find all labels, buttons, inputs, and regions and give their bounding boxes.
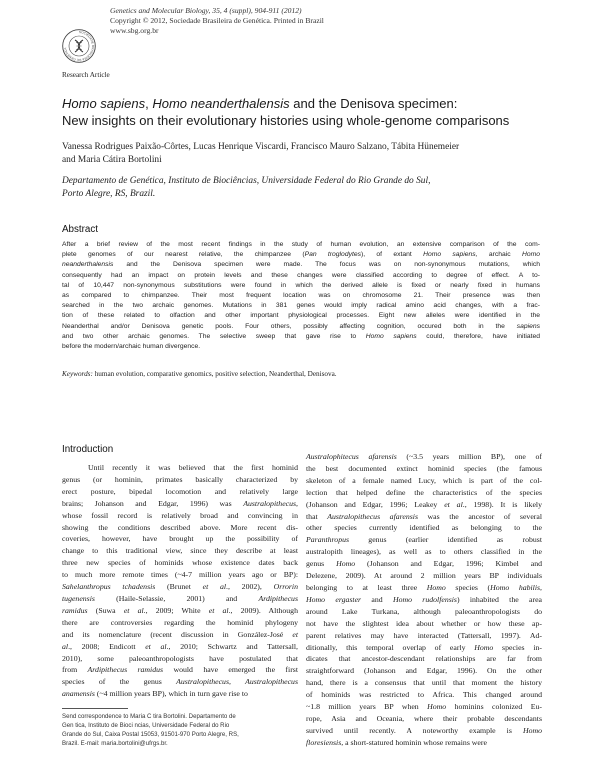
intro-col1-line bbox=[62, 688, 298, 700]
text-run: ~1.8 million years BP when bbox=[306, 702, 428, 712]
intro-col2-line bbox=[306, 737, 542, 749]
intro-col2-line bbox=[306, 487, 542, 499]
intro-col1-line bbox=[62, 474, 298, 486]
italic-term: Homo rudolfensis bbox=[392, 594, 457, 604]
text-run: species ( bbox=[445, 582, 491, 592]
correspondence-footnote bbox=[62, 712, 298, 748]
text-run: species in- bbox=[493, 642, 542, 652]
text-run: ditionally, this temporal overlap of early bbox=[306, 642, 475, 652]
italic-term: Sahelanthropus tchadensis bbox=[62, 582, 156, 592]
text-run: survived until recently. A noteworthy example is bbox=[306, 725, 523, 735]
article-title bbox=[62, 96, 562, 129]
intro-col1-line bbox=[62, 617, 298, 629]
correspondence-line-4: Brazil. E-mail: maria.bortolini@ufrgs.br. bbox=[62, 740, 168, 748]
italic-term: Homo sapiens, bbox=[423, 251, 478, 259]
intro-col2-line bbox=[306, 451, 542, 463]
sbg-society-seal-icon bbox=[62, 29, 96, 63]
intro-col1-line bbox=[62, 629, 298, 641]
italic-term: et al bbox=[145, 641, 167, 651]
text-run: there are controversies regarding the hominid phylogeny bbox=[62, 617, 298, 627]
intro-col2-line bbox=[306, 630, 542, 642]
intro-col2-line bbox=[306, 475, 542, 487]
intro-col2-line bbox=[306, 725, 542, 737]
intro-col2-line bbox=[306, 511, 542, 523]
text-run: archaic bbox=[477, 251, 522, 259]
abstract-line bbox=[62, 281, 540, 291]
text-run: the best documented extinct hominid species (the famous bbox=[306, 463, 542, 473]
intro-col2-line bbox=[306, 522, 542, 534]
affiliation-line-1: Departamento de Genética, Instituto de Biociências, Universidade Federal do Rio Grande do Sul, bbox=[62, 176, 431, 186]
italic-term: sapiens bbox=[516, 322, 540, 330]
intro-col2-line bbox=[306, 642, 542, 654]
abstract-line bbox=[62, 260, 540, 270]
text-run: and the Denisova specimen were made. The focus was on non-synonymous mutations, which bbox=[113, 261, 540, 269]
keywords-label: Keywords: bbox=[62, 370, 93, 378]
text-run: ), of extant bbox=[360, 251, 424, 259]
italic-term: et bbox=[292, 629, 298, 639]
text-run: other species currently identified as belonging to the bbox=[306, 523, 542, 533]
article-type: Research Article bbox=[62, 71, 110, 79]
italic-term: Orrorin bbox=[273, 582, 298, 592]
title-line-1 bbox=[62, 96, 562, 113]
intro-col1-line bbox=[62, 510, 298, 522]
introduction-heading: Introduction bbox=[62, 444, 114, 455]
intro-col2-line bbox=[306, 677, 542, 689]
text-run: showing the conditions described above. More recent dis- bbox=[62, 522, 298, 532]
intro-col2-line bbox=[306, 546, 542, 558]
footnote-rule bbox=[62, 708, 128, 709]
text-run: three new species of hominids whose existence dates back bbox=[62, 558, 298, 568]
text-run: 2010), some paleoanthropologists have postulated that bbox=[62, 653, 298, 663]
intro-col1-line bbox=[62, 593, 298, 605]
title-rest: and the Denisova specimen: bbox=[289, 96, 458, 111]
text-run: After a brief review of the most recent findings in the study of human evolution, an extensive comparison of the com- bbox=[62, 241, 540, 248]
text-run: Until recently it was believed that the first hominid bbox=[88, 463, 298, 472]
italic-term: et al bbox=[123, 605, 144, 615]
abstract-line bbox=[62, 322, 540, 332]
abstract-heading: Abstract bbox=[62, 224, 98, 235]
intro-col1-line bbox=[62, 533, 298, 545]
text-run: (Brunet bbox=[155, 582, 203, 592]
text-run: tion of these related to olfaction and other important physiological processes. Eight new alleles were identified in the bbox=[62, 312, 540, 320]
intro-col1-line bbox=[62, 522, 298, 534]
author-line-2: and Maria Cátira Bortolini bbox=[62, 155, 162, 165]
journal-header bbox=[110, 6, 324, 37]
text-run: , a short-statured hominin whose remains were bbox=[341, 737, 487, 747]
text-run: Neanderthal and/or Denisova genetic pools. Four others, possibly affecting cognition, occured both in the bbox=[62, 322, 517, 330]
text-run: skeleton of a female named Lucy, which is part of the col- bbox=[306, 475, 542, 485]
text-run: belonging to at least three bbox=[306, 582, 427, 592]
title-line-2: New insights on their evolutionary histories using whole-genome comparisons bbox=[62, 112, 510, 128]
text-run: would have emerged the first bbox=[163, 665, 298, 675]
intro-col1-line bbox=[62, 569, 298, 581]
italic-term: Homo bbox=[521, 251, 540, 259]
text-run: (Johanson and Edgar, 1996; Leakey bbox=[306, 499, 445, 509]
italic-term: Homo bbox=[336, 559, 356, 569]
intro-col1-line bbox=[62, 462, 298, 474]
italic-term: floresiensis bbox=[306, 737, 342, 747]
text-run: straightforward (Johanson and Edgar, 1996). On the other bbox=[306, 666, 542, 676]
italic-term: Homo bbox=[427, 702, 447, 712]
intro-col2-line bbox=[306, 606, 542, 618]
intro-col1-line bbox=[62, 676, 298, 688]
italic-term: al bbox=[62, 641, 69, 651]
intro-col2-line bbox=[306, 558, 542, 570]
introduction-column-1 bbox=[62, 462, 298, 700]
intro-col2-line bbox=[306, 689, 542, 701]
italic-term: neanderthalensis bbox=[62, 261, 114, 269]
text-run: was the ancestor of several bbox=[417, 511, 542, 521]
intro-col1-line bbox=[62, 498, 298, 510]
keywords-text: human evolution, comparative genomics, positive selection, Neanderthal, Denisova. bbox=[92, 370, 337, 378]
author-line-1: Vanessa Rodrigues Paixão-Côrtes, Lucas Henrique Viscardi, Francisco Mauro Salzano, Tábita Hünemeier bbox=[62, 142, 460, 152]
author-list bbox=[62, 141, 542, 167]
text-run: to much more remote times (~4-7 million years ago or BP): bbox=[62, 570, 298, 580]
text-run: not have the slightest idea about whether or how these ap- bbox=[306, 618, 542, 628]
text-run: genus (earlier identified as robust bbox=[349, 535, 542, 545]
text-run: australopith lineages), as well as to others classified in the bbox=[306, 547, 542, 557]
abstract-line bbox=[62, 301, 540, 311]
intro-col1-line bbox=[62, 653, 298, 665]
text-run: that bbox=[306, 511, 328, 521]
text-run: ., 2010; Schwartz and Tattersall, bbox=[166, 641, 298, 651]
text-run: Delezene, 2009). At around 2 million years BP individuals bbox=[306, 571, 542, 581]
journal-url[interactable]: www.sbg.org.br bbox=[110, 26, 159, 36]
intro-col2-line bbox=[306, 463, 542, 475]
text-run: ., 2002), bbox=[226, 582, 274, 592]
intro-col1-line bbox=[62, 605, 298, 617]
abstract-line bbox=[62, 342, 540, 352]
text-run: ., 2008; Endicott bbox=[68, 641, 146, 651]
text-run: and two other archaic genomes. The selective sweep that gave rise to bbox=[62, 332, 366, 340]
intro-col2-line bbox=[306, 499, 542, 511]
text-run: whose fossil record is relatively broad and convincing in bbox=[62, 510, 298, 520]
text-run: ., 1998). It is likely bbox=[462, 499, 542, 509]
italic-term: Paranthropus bbox=[306, 535, 350, 545]
text-run: (~4 million years BP), which in turn gave rise to bbox=[94, 689, 248, 699]
text-run: coveries, however, have brought up the possibility of bbox=[62, 534, 298, 544]
text-run: (~3.5 years million BP), one of bbox=[396, 452, 543, 461]
text-run: dicates that ancestor-descendant relationships are far from bbox=[306, 654, 542, 664]
text-run: as compared to chimpanzee. Their most frequent location was on chromosome 21. Their presence was then bbox=[62, 292, 540, 300]
text-run: rope, Asia and Oceania, where their probable descendants bbox=[306, 713, 542, 723]
abstract-line bbox=[62, 332, 540, 342]
text-run: (Johanson and Edgar, 1996; Kimbel and bbox=[355, 559, 542, 569]
text-run: (Suwa bbox=[87, 605, 124, 615]
italic-term: Homo sapiens bbox=[365, 332, 417, 340]
journal-citation: Genetics and Molecular Biology, 35, 4 (suppl), 904-911 (2012) bbox=[110, 6, 302, 15]
intro-col2-line bbox=[306, 618, 542, 630]
affiliation-line-2: Porto Alegre, RS, Brazil. bbox=[62, 189, 156, 199]
intro-col1-line bbox=[62, 581, 298, 593]
text-run: genus bbox=[306, 559, 337, 569]
title-species-2: Homo neanderthalensis bbox=[152, 96, 290, 111]
italic-term: Homo bbox=[474, 642, 494, 652]
italic-term: ramidus bbox=[62, 605, 88, 615]
abstract-line bbox=[62, 271, 540, 281]
text-run: ., 2009). Although bbox=[228, 605, 298, 615]
intro-col1-line bbox=[62, 664, 298, 676]
abstract-line bbox=[62, 291, 540, 301]
text-run: and bbox=[361, 594, 393, 604]
italic-term: Ardipithecus bbox=[258, 593, 298, 603]
text-run: consequently had an impact on protein levels and these changes were classified according to degree of effect. A to- bbox=[62, 271, 540, 279]
italic-term: Homo bbox=[522, 725, 542, 735]
text-run: lection that helped define the characteristics of the species bbox=[306, 487, 542, 497]
text-run: around Lake Turkana, although paleoanthropologists do bbox=[306, 606, 542, 616]
correspondence-line-2: Gen tica, Instituto de Bioci ncias, Universidade Federal do Rio bbox=[62, 722, 230, 730]
abstract-body bbox=[62, 240, 540, 352]
logo-ring-text: SOCIEDADE BRASILEIRA DE GENÉTICA bbox=[63, 29, 95, 63]
intro-col2-line bbox=[306, 701, 542, 713]
italic-term: anamensis bbox=[62, 689, 95, 699]
text-run: searched in the two archaic genomes. Mutations in 381 genes would imply radical amino acid changes, with a frac- bbox=[62, 302, 540, 310]
text-run: and its nomenclature (recent discussion in González-José bbox=[62, 629, 293, 639]
intro-col2-line bbox=[306, 582, 542, 594]
italic-term: Australophitecus afarensis bbox=[306, 452, 397, 461]
text-run: plete genomes of our nearest relative, the chimpanzee ( bbox=[62, 251, 305, 259]
text-run: genus (or hominin, primates basically characterized by bbox=[62, 474, 298, 484]
intro-col1-line bbox=[62, 545, 298, 557]
abstract-line bbox=[62, 250, 540, 260]
intro-col2-line bbox=[306, 534, 542, 546]
introduction-column-2 bbox=[306, 451, 542, 749]
text-run: (Haile-Selassie, 2001) and bbox=[94, 593, 259, 603]
text-run: hominins colonized Eu- bbox=[446, 702, 542, 712]
intro-col2-line bbox=[306, 570, 542, 582]
intro-col1-line bbox=[62, 486, 298, 498]
copyright-notice: Copyright © 2012, Sociedade Brasileira de Genética. Printed in Brazil bbox=[110, 16, 324, 26]
abstract-line bbox=[62, 240, 540, 250]
text-run: erect posture, bipedal locomotion and relatively large bbox=[62, 486, 298, 496]
text-run: ) inhabited the area bbox=[456, 594, 542, 604]
italic-term: Homo ergaster bbox=[306, 594, 362, 604]
title-sep: , bbox=[145, 96, 153, 111]
intro-col2-line bbox=[306, 713, 542, 725]
text-run: of hominids was restricted to Africa. This changed around bbox=[306, 690, 542, 700]
text-run: species of the genus bbox=[62, 677, 177, 687]
italic-term: et al bbox=[208, 605, 229, 615]
italic-term: et al bbox=[202, 582, 227, 592]
italic-term: Australopithecus, Australopithecus bbox=[176, 677, 298, 687]
text-run: could, therefore, have initiated bbox=[416, 332, 540, 340]
italic-term: tugenensis bbox=[62, 593, 95, 603]
text-run: before the modern/archaic human divergence. bbox=[62, 343, 201, 351]
text-run: change to this traditional view, since they describe at least bbox=[62, 546, 298, 556]
italic-term: Australopithecus afarensis bbox=[327, 511, 418, 521]
intro-col2-line bbox=[306, 653, 542, 665]
italic-term: Homo bbox=[426, 582, 446, 592]
correspondence-line-3: Grande do Sul, Caixa Postal 15053, 91501-970 Porto Alegre, RS, bbox=[62, 731, 239, 739]
text-run: ., 2009; White bbox=[143, 605, 209, 615]
italic-term: Pan troglodytes bbox=[304, 251, 361, 259]
italic-term: et al bbox=[444, 499, 463, 509]
italic-term: Ardipithecus ramidus bbox=[87, 665, 164, 675]
intro-col1-line bbox=[62, 557, 298, 569]
correspondence-line-1: Send correspondence to Maria C tira Bortolini. Departamento de bbox=[62, 713, 236, 720]
text-run: , bbox=[296, 498, 298, 508]
italic-term: Homo habilis, bbox=[490, 582, 542, 592]
text-run: brains; Johanson and Edgar, 1996) was bbox=[62, 498, 244, 508]
title-species-1: Homo sapiens bbox=[62, 96, 146, 111]
text-run: hand, there is a consensus that until that moment the history bbox=[306, 678, 542, 688]
keywords bbox=[62, 369, 540, 379]
intro-col1-line bbox=[62, 641, 298, 653]
affiliation bbox=[62, 175, 542, 201]
intro-col2-line bbox=[306, 665, 542, 677]
text-run: tal of 10,447 non-synonymous substitutions were found in which the derived allele is fixed or nearly fixed in humans bbox=[62, 281, 540, 289]
intro-col2-line bbox=[306, 594, 542, 606]
abstract-line bbox=[62, 311, 540, 321]
italic-term: Australopithecus bbox=[243, 498, 297, 508]
text-run: parent relatives may have interacted (Tattersall, 1997). Ad- bbox=[306, 630, 542, 640]
text-run: from bbox=[62, 665, 88, 675]
